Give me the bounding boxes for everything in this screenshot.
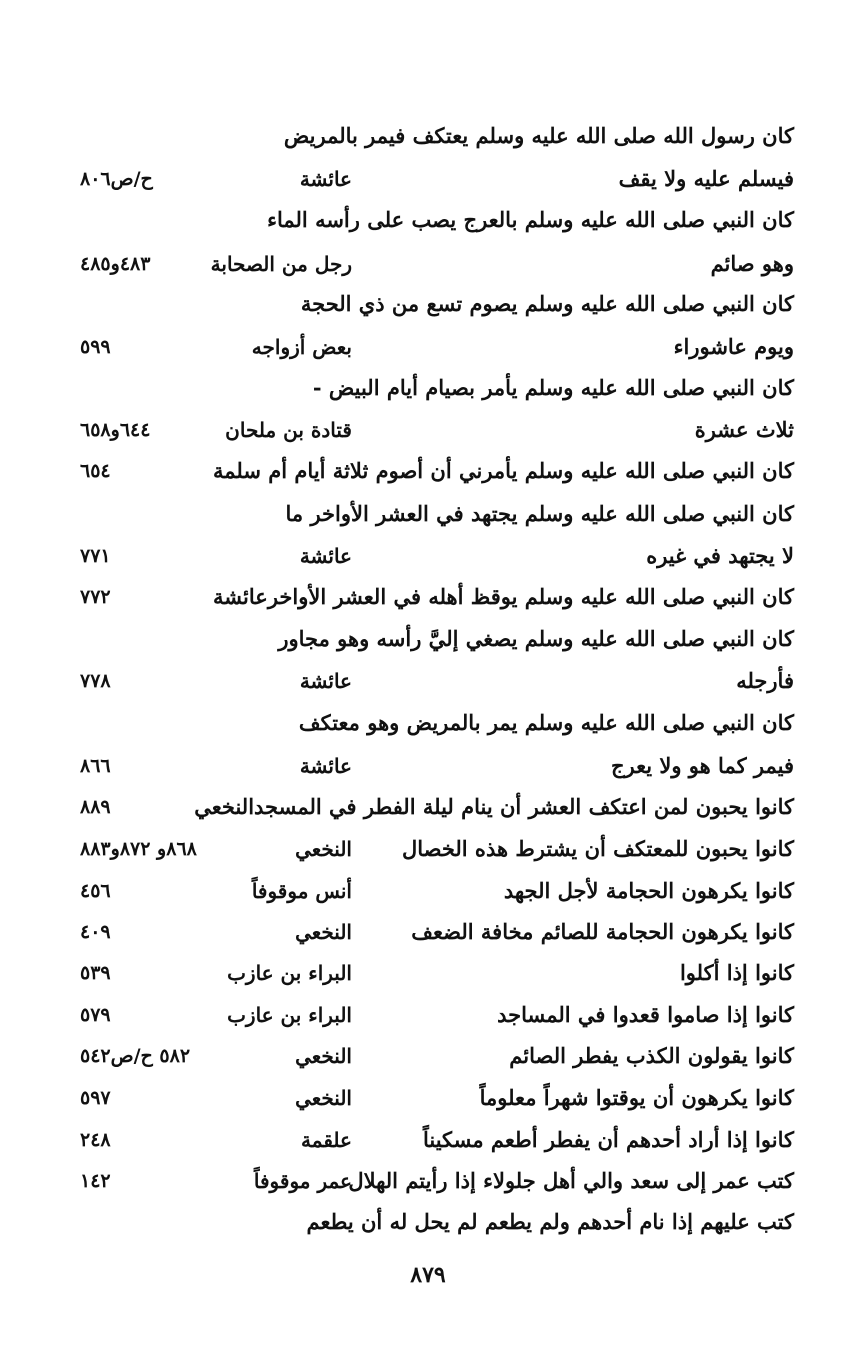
hadith-text: كانوا يقولون الكذب يفطر الصائم — [509, 1043, 794, 1068]
hadith-text: كان النبي صلى الله عليه وسلم يأمر بصيام أيام البيض - — [312, 375, 794, 400]
narrator: عائشة — [299, 544, 352, 568]
hadith-text: فيمر كما هو ولا يعرج — [610, 753, 794, 778]
index-row — [0, 1036, 856, 1076]
narrator: البراء بن عازب — [227, 1003, 352, 1027]
hadith-text: كان النبي صلى الله عليه وسلم يوقظ أهله في العشر الأواخرعائشة — [213, 584, 794, 609]
index-row — [0, 871, 856, 911]
narrator: عائشة — [299, 669, 352, 693]
hadith-text: كان النبي صلى الله عليه وسلم يمر بالمريض وهو معتكف — [298, 710, 794, 735]
hadith-text: كانوا إذا صاموا قعدوا في المساجد — [497, 1002, 794, 1027]
narrator: البراء بن عازب — [227, 961, 352, 985]
hadith-text: ثلاث عشرة — [694, 417, 794, 442]
index-row — [0, 912, 856, 952]
index-row — [0, 1078, 856, 1118]
reference-number: ٥٩٩ — [80, 336, 111, 358]
narrator: عائشة — [299, 754, 352, 778]
index-row — [0, 577, 856, 617]
hadith-text: كانوا يكرهون الحجامة للصائم مخافة الضعف — [411, 919, 794, 944]
hadith-text: كتب عليهم إذا نام أحدهم ولم يطعم لم يحل له أن يطعم — [306, 1209, 794, 1234]
hadith-text: لا يجتهد في غيره — [646, 543, 794, 568]
hadith-text: فيسلم عليه ولا يقف — [618, 166, 794, 191]
hadith-text: كان النبي صلى الله عليه وسلم يصوم تسع من ذي الحجة — [300, 291, 794, 316]
reference-number: ٢٤٨ — [80, 1129, 111, 1151]
reference-number: ٤٥٦ — [80, 880, 111, 902]
reference-number: ١٤٢ — [80, 1170, 111, 1192]
reference-number: ٨٦٨و ٨٧٢و٨٨٣ — [80, 838, 197, 860]
hadith-text: كان النبي صلى الله عليه وسلم بالعرج يصب على رأسه الماء — [267, 207, 794, 232]
narrator: أنس موقوفاً — [251, 879, 352, 903]
narrator: النخعي — [295, 1044, 352, 1068]
hadith-text: كانوا يحبون لمن اعتكف العشر أن ينام ليلة الفطر في المسجدالنخعي — [194, 794, 794, 819]
reference-number: ٧٧١ — [80, 545, 111, 567]
reference-number: ٥٩٧ — [80, 1087, 111, 1109]
index-row — [0, 953, 856, 993]
index-row — [0, 661, 856, 701]
reference-number: ٧٧٨ — [80, 670, 111, 692]
reference-number: ح/ص٨٠٦ — [80, 168, 153, 190]
index-row — [0, 1120, 856, 1160]
index-row — [0, 746, 856, 786]
narrator: رجل من الصحابة — [210, 252, 352, 276]
reference-number: ٨٨٩ — [80, 796, 111, 818]
hadith-text: كان النبي صلى الله عليه وسلم يصغي إليَّ رأسه وهو مجاور — [278, 626, 794, 651]
reference-number: ٥٨٢ ح/ص٥٤٢ — [80, 1045, 191, 1067]
index-row — [0, 159, 856, 199]
index-row — [0, 451, 856, 491]
hadith-text: فأرجله — [736, 668, 794, 693]
reference-number: ٥٣٩ — [80, 962, 111, 984]
narrator: عائشة — [299, 167, 352, 191]
index-row — [0, 116, 856, 156]
hadith-text: ويوم عاشوراء — [673, 334, 794, 359]
hadith-text: كان رسول الله صلى الله عليه وسلم يعتكف فيمر بالمريض — [283, 123, 794, 148]
reference-number: ٦٥٤ — [80, 460, 111, 482]
index-row — [0, 995, 856, 1035]
index-row — [0, 368, 856, 408]
hadith-text: وهو صائم — [710, 251, 794, 276]
narrator: النخعي — [295, 920, 352, 944]
index-row — [0, 619, 856, 659]
index-row — [0, 1161, 856, 1201]
index-row — [0, 410, 856, 450]
narrator: علقمة — [301, 1128, 352, 1152]
index-row — [0, 536, 856, 576]
index-row — [0, 1202, 856, 1242]
hadith-text: كان النبي صلى الله عليه وسلم يأمرني أن أصوم ثلاثة أيام أم سلمة — [213, 458, 794, 483]
index-row — [0, 327, 856, 367]
index-row — [0, 244, 856, 284]
reference-number: ٦٤٤و٦٥٨ — [80, 419, 151, 441]
hadith-text: كان النبي صلى الله عليه وسلم يجتهد في العشر الأواخر ما — [285, 501, 794, 526]
reference-number: ٤٠٩ — [80, 921, 111, 943]
hadith-text: كانوا يكرهون أن يوقتوا شهراً معلوماً — [479, 1085, 794, 1110]
index-row — [0, 284, 856, 324]
page-number: ٨٧٩ — [410, 1262, 446, 1288]
index-row — [0, 787, 856, 827]
narrator: النخعي — [295, 837, 352, 861]
hadith-text: كانوا إذا أكلوا — [679, 960, 794, 985]
narrator: بعض أزواجه — [251, 335, 352, 359]
index-row — [0, 829, 856, 869]
hadith-text: كانوا إذا أراد أحدهم أن يفطر أطعم مسكيناً — [422, 1127, 794, 1152]
hadith-text: كتب عمر إلى سعد والي أهل جلولاء إذا رأيتم الهلال — [348, 1168, 794, 1193]
reference-number: ٥٧٩ — [80, 1004, 111, 1026]
reference-number: ٤٨٣و٤٨٥ — [80, 253, 151, 275]
reference-number: ٨٦٦ — [80, 755, 111, 777]
narrator: قتادة بن ملحان — [225, 418, 352, 442]
hadith-text: كانوا يكرهون الحجامة لأجل الجهد — [503, 878, 794, 903]
index-row — [0, 703, 856, 743]
index-row — [0, 200, 856, 240]
index-row — [0, 494, 856, 534]
narrator: النخعي — [295, 1086, 352, 1110]
hadith-text: كانوا يحبون للمعتكف أن يشترط هذه الخصال — [401, 836, 794, 861]
reference-number: ٧٧٢ — [80, 586, 111, 608]
narrator: عمر موقوفاً — [253, 1169, 352, 1193]
